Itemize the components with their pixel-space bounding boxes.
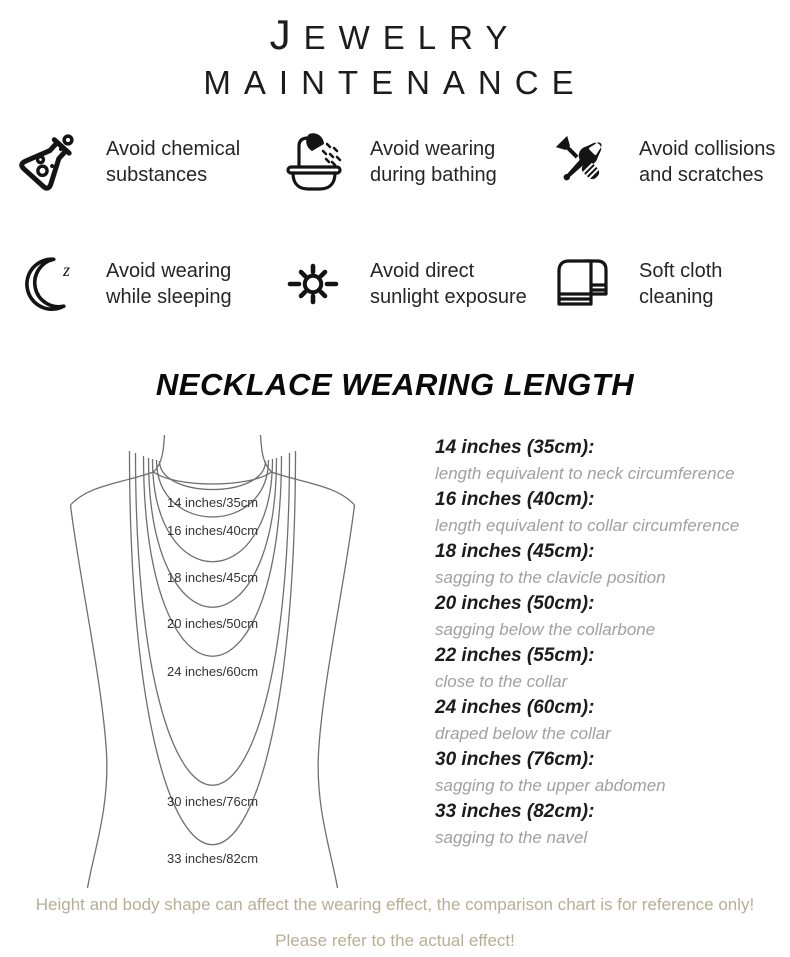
tip-label: Soft cloth cleaning bbox=[639, 260, 723, 308]
tip-avoid-sleeping bbox=[18, 253, 282, 315]
tip-label: Avoid collisions and scratches bbox=[639, 138, 776, 186]
label-30in: 30 inches/76cm bbox=[166, 794, 259, 809]
label-24in: 24 inches/60cm bbox=[166, 664, 259, 679]
tip-avoid-chemicals bbox=[18, 131, 282, 193]
disclaimer bbox=[0, 893, 790, 953]
towel-icon bbox=[551, 253, 613, 315]
chemical-flask-icon bbox=[18, 131, 80, 193]
necklace-length-section bbox=[0, 423, 790, 893]
tip-avoid-scratches bbox=[551, 131, 790, 193]
length-term: 16 inches (40cm): bbox=[435, 489, 595, 510]
label-14in: 14 inches/35cm bbox=[166, 495, 259, 510]
length-desc: draped below the collar bbox=[435, 724, 611, 743]
necklace-18in bbox=[153, 459, 273, 562]
length-desc: sagging below the collarbone bbox=[435, 620, 656, 639]
length-term: 24 inches (60cm): bbox=[435, 697, 595, 718]
page-header bbox=[0, 0, 790, 105]
length-term: 33 inches (82cm): bbox=[435, 801, 595, 822]
length-term: 22 inches (55cm): bbox=[435, 645, 595, 666]
bathtub-shower-icon bbox=[282, 131, 344, 193]
disclaimer-line2: Please refer to the actual effect! bbox=[275, 931, 515, 950]
length-desc: sagging to the upper abdomen bbox=[435, 776, 666, 795]
length-desc: length equivalent to collar circumference bbox=[435, 516, 740, 535]
necklace-14in bbox=[160, 461, 266, 490]
label-18in: 18 inches/45cm bbox=[166, 570, 259, 585]
disclaimer-line1: Height and body shape can affect the wearing effect, the comparison chart is for reference only! bbox=[35, 895, 755, 914]
length-term: 20 inches (50cm): bbox=[435, 593, 595, 614]
tip-avoid-sunlight bbox=[282, 253, 551, 315]
torso-necklace-illustration bbox=[58, 423, 403, 888]
sun-icon bbox=[282, 253, 344, 315]
tip-avoid-bathing bbox=[282, 131, 551, 193]
label-16in: 16 inches/40cm bbox=[166, 523, 259, 538]
necklace-length-heading: NECKLACE WEARING LENGTH bbox=[155, 367, 635, 402]
svg-text:z: z bbox=[63, 260, 71, 280]
length-term: 14 inches (35cm): bbox=[435, 437, 595, 458]
tip-label: Avoid wearing during bathing bbox=[370, 138, 497, 186]
maintenance-tips bbox=[0, 131, 790, 315]
length-term: 30 inches (76cm): bbox=[435, 749, 595, 770]
necklace-length-diagram bbox=[58, 423, 403, 893]
label-20in: 20 inches/50cm bbox=[166, 616, 259, 631]
label-33in: 33 inches/82cm bbox=[166, 851, 259, 866]
length-term: 18 inches (45cm): bbox=[435, 541, 595, 562]
crossed-tools-icon bbox=[551, 131, 613, 193]
tip-label: Avoid chemical substances bbox=[106, 138, 241, 186]
length-desc: length equivalent to neck circumference bbox=[435, 464, 735, 483]
length-desc: sagging to the clavicle position bbox=[435, 568, 666, 587]
necklace-curves bbox=[130, 451, 296, 845]
tip-soft-cloth bbox=[551, 253, 790, 315]
length-description-list bbox=[435, 435, 790, 893]
length-desc: close to the collar bbox=[435, 672, 568, 691]
necklace-curve-labels bbox=[167, 495, 258, 866]
length-desc: sagging to the navel bbox=[435, 828, 588, 847]
crescent-moon-icon bbox=[18, 253, 80, 315]
page-title-line1: JEWELRY bbox=[269, 11, 521, 58]
tip-label: Avoid wearing while sleeping bbox=[106, 260, 232, 308]
tip-label: Avoid direct sunlight exposure bbox=[370, 260, 527, 308]
page-title-line2: MAINTENANCE bbox=[203, 64, 587, 101]
